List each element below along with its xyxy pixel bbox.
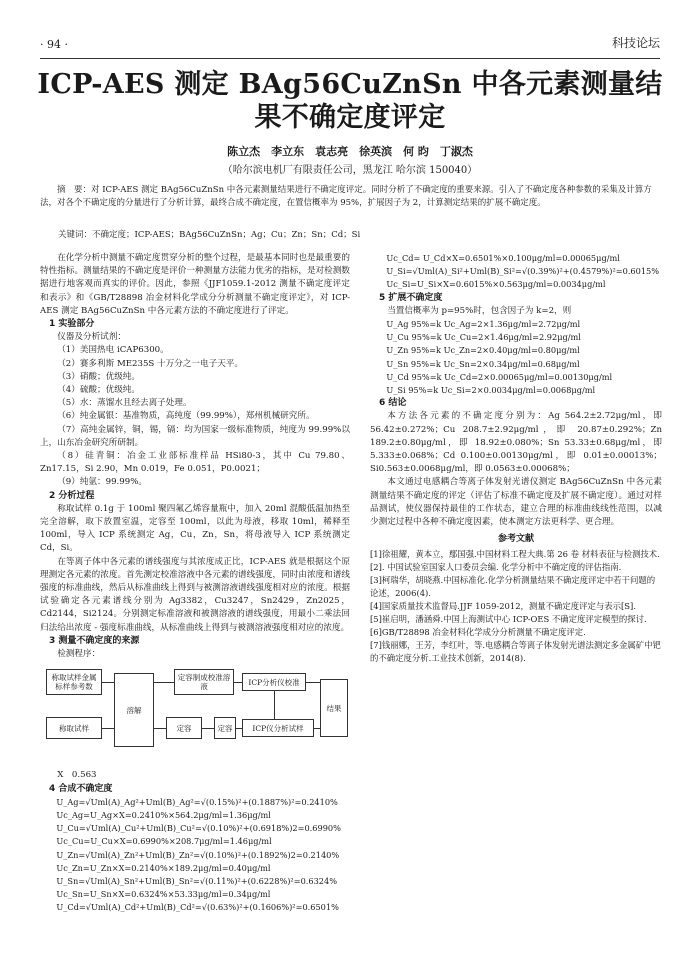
section-heading: 1 实验部分 bbox=[49, 319, 95, 330]
sub-heading: 检测程序： bbox=[57, 649, 101, 660]
flow-box: 称取试样 bbox=[46, 717, 102, 739]
equation: U_Cu=√Uml(A)_Cu²+Uml(B)_Cu²=√(0.10%)²+(0.6918%)2=0.6990% bbox=[56, 823, 341, 834]
list-item: （7）高纯金属锌，铜，锡，镉：均为国家一级标准物质，纯度为 99.99%以上，山东冶金研究所研制。 bbox=[40, 424, 350, 448]
keywords: 关键词：不确定度；ICP-AES；BAg56CuZnSn；Ag；Cu；Zn；Sn；Cd；Si bbox=[58, 230, 361, 240]
section-heading: 5 扩展不确定度 bbox=[379, 292, 443, 303]
body-line: 当置信概率为 p=95%时，包含因子为 k=2，则 bbox=[387, 305, 572, 316]
flow-box: 结果 bbox=[320, 679, 348, 737]
reference-item: [2]. 中国试验室国家人口委员会编. 化学分析中不确定度的评估指南. bbox=[370, 562, 622, 573]
column-name: 科技论坛 bbox=[611, 36, 660, 50]
flow-arrow bbox=[234, 682, 242, 683]
reference-item: [7]钱丽娜，王芳，李红叶，等.电感耦合等离子体发射光谱法测定多金属矿中钯的不确定度分析.工业技术创新，2014(8). bbox=[370, 640, 661, 664]
page-number: · 94 · bbox=[40, 38, 68, 51]
left-column bbox=[40, 252, 350, 915]
list-item: （3）硝酸；优级纯。 bbox=[57, 371, 140, 382]
reference-item: [3]柯瑞华，胡晓燕.中国标准化.化学分析测量结果不确定度评定中若干问题的论述，2006(4). bbox=[370, 575, 656, 599]
body-paragraph: 在等离子体中各元素的谱线强度与其浓度成正比，ICP-AES 就是根据这个原理测定各元素的浓度。首先测定校准溶液中各元素的谱线强度，同时由浓度和谱线强度的标准曲线，然后从标准曲线上得到与被测溶液谱线强度相对应的浓度。根据试验确定各元素谱线分别为 Ag3382，Cu3247，Sn2429，Zn2025，Cd2144，Si2124。分别测定标准溶液和被测溶液的谱线强度，用最小二乘法回归法给出浓度 - 强度标准曲线，从标准曲线上得到与被测溶液强度相对应的浓度。 bbox=[40, 556, 350, 633]
equation: Uc_Si=U_Si×X=0.6015%×0.563μg/ml=0.0034μg/ml bbox=[386, 279, 606, 290]
reference-item: [4]国家质量技术监督局.JJF 1059-2012，测量不确定度评定与表示[S]. bbox=[370, 601, 636, 612]
equation: Uc_Zn=U_Zn×X=0.2140%×189.2μg/ml=0.40μg/ml bbox=[56, 862, 271, 873]
abstract: 摘 要：对 ICP-AES 测定 BAg56CuZnSn 中各元素测量结果进行不确定度评定。同时分析了不确定度的重要来源。引入了不确定度各种参数的采集及计算方法，对各个不确定度的分量进行了分析计算，最终合成不确定度，在置信概率为 95%，扩展因子为 2，计算测定结果的扩展不确定度。 bbox=[40, 185, 652, 208]
reference-item: [5]崔启明，潘涵舜.中国上海测试中心 ICP-OES 不确定度评定模型的探讨. bbox=[370, 614, 647, 625]
conclusion-paragraph: 本方法各元素的不确定度分别为：Ag 564.2±2.72μg/ml，即 56.42±0.272%；Cu 208.7±2.92μg/ml，即 20.87±0.292%；Zn 189.2±0.80μg/ml，即 18.92±0.080%；Sn 53.33±0.68μg/ml，即 5.333±0.068%；Cd 0.100±0.00130μg/ml，即 0.01±0.00013%；Si0.563±0.0068μg/ml，即 0.0563±0.00068%； bbox=[370, 411, 662, 475]
flow-arrow bbox=[102, 682, 114, 683]
procedure-flowchart bbox=[46, 665, 350, 763]
flow-box: 定容 bbox=[214, 717, 236, 739]
flow-box: 溶解 bbox=[114, 673, 154, 747]
section-heading: 3 测量不确定度的来源 bbox=[49, 635, 140, 646]
flow-arrow bbox=[202, 728, 214, 729]
flow-box: ICP分析仪校准 bbox=[242, 673, 306, 691]
list-item: （8）硅青铜：冶金工业部标准样品 HSi80-3，其中 Cu 79.80、Zn17.15，Si 2.90，Mn 0.019，Fe 0.051，P0.0021； bbox=[40, 451, 350, 475]
equation: U_Si 95%=k Uc_Si=2×0.0034μg/ml=0.0068μg/ml bbox=[386, 385, 596, 396]
equation: Uc_Sn=U_Sn×X=0.6324%×53.33μg/ml=0.34μg/ml bbox=[56, 889, 271, 900]
list-item: （5）水：蒸馏水且经去离子处理。 bbox=[57, 398, 192, 409]
reference-item: [6]GB/T28898 冶金材料化学成分分析测量不确定度评定. bbox=[370, 627, 586, 638]
equation: U_Zn=√Uml(A)_Zn²+Uml(B)_Zn²=√(0.10%)²+(0.1892%)2=0.2140% bbox=[56, 849, 340, 860]
list-item: （2）赛多利斯 ME235S 十万分之一电子天平。 bbox=[57, 358, 243, 369]
section-heading: 2 分析过程 bbox=[49, 490, 95, 501]
equation: U_Sn 95%=k Uc_Sn=2×0.34μg/ml=0.68μg/ml bbox=[386, 358, 580, 369]
equation: U_Cu 95%=k Uc_Cu=2×1.46μg/ml=2.92μg/ml bbox=[386, 332, 581, 343]
equation: U_Sn=√Uml(A)_Sn²+Uml(B)_Sn²=√(0.11%)²+(0.6228%)²=0.6324% bbox=[56, 875, 337, 886]
equation: U_Cd 95%=k Uc_Cd=2×0.00065μg/ml=0.00130μg/ml bbox=[386, 371, 613, 382]
flow-box: ICP仪分析试样 bbox=[242, 719, 314, 737]
header-rule bbox=[40, 58, 660, 59]
flow-box: 定容 bbox=[166, 717, 202, 739]
x-value: X 0.563 bbox=[57, 770, 97, 781]
equation: U_Zn 95%=k Uc_Zn=2×0.40μg/ml=0.80μg/ml bbox=[386, 345, 580, 356]
equation: U_Ag 95%=k Uc_Ag=2×1.36μg/ml=2.72μg/ml bbox=[386, 319, 581, 330]
right-column bbox=[370, 252, 662, 665]
flow-arrow bbox=[314, 728, 320, 729]
article-title: ICP-AES 测定 BAg56CuZnSn 中各元素测量结果不确定度评定 bbox=[37, 69, 663, 133]
equation: U_Ag=√Uml(A)_Ag²+Uml(B)_Ag²=√(0.15%)²+(0.1887%)²=0.2410% bbox=[56, 796, 338, 807]
conclusion-paragraph: 本文通过电感耦合等离子体发射光谱仪测定 BAg56CuZnSn 中各元素测量结果不确定度的评定（评估了标准不确定度及扩展不确定度）。通过对样品测试，使仪器保持最佳的工作状态，建立合理的标准曲线线性范围，以减少测定过程中各种不确定度因素，使本测定方法更科学、更合理。 bbox=[370, 477, 662, 528]
body-paragraph: 称取试样 0.1g 于 100ml 聚四氟乙烯容量瓶中，加入 20ml 混酸低温加热至完全溶解，取下放置室温，定容至 100ml，以此为母液，移取 10ml，稀释至 100ml，导入 ICP 系统测定 Ag，Cu，Zn，Sn，将母液导入 ICP 系统测定 Cd，Si。 bbox=[40, 503, 350, 554]
list-item: （6）纯金属银：基准物质，高纯度（99.99%），郑州机械研究所。 bbox=[57, 411, 315, 422]
sub-heading: 仪器及分析试剂： bbox=[57, 332, 126, 343]
section-heading: 4 合成不确定度 bbox=[49, 783, 113, 794]
flow-box: 称取试样金属标样参考数 bbox=[46, 669, 102, 695]
flow-arrow bbox=[306, 682, 320, 683]
references-heading: 参考文献 bbox=[497, 534, 534, 545]
list-item: （4）硫酸；优级纯。 bbox=[57, 385, 140, 396]
authors: 陈立杰 李立东 袁志亮 徐英滨 何 昀 丁淑杰 bbox=[227, 145, 473, 158]
flow-connector bbox=[274, 691, 275, 719]
reference-item: [1]徐祖耀，黄本立，鄢国强.中国材料工程大典.第 26 卷 材料表征与检测技术. bbox=[370, 549, 660, 560]
equation: U_Si=√Uml(A)_Si²+Uml(B)_Si²=√(0.39%)²+(0.4579%)²=0.6015% bbox=[386, 266, 660, 277]
intro-paragraph: 在化学分析中测量不确定度贯穿分析的整个过程，是最基本同时也是最重要的特性指标。测量结果的不确定度是评价一种测量方法能力优劣的指标，是对检测数据进行地客观而真实的评价。因此，参照《JJF1059.1-2012 测量不确定度评定和表示》和《GB/T28898 冶金材料化学成分分析测量不确定度评定》，对 ICP-AES 测定 BAg56CuZnSn 中各元素方法的不确定度进行了评定。 bbox=[40, 253, 350, 316]
flow-arrow bbox=[154, 728, 166, 729]
equation: Uc_Ag=U_Ag×X=0.2410%×564.2μg/ml=1.36μg/ml bbox=[56, 809, 271, 820]
section-heading: 6 结论 bbox=[379, 398, 407, 409]
flow-box: 定容制成校准溶液 bbox=[174, 669, 234, 695]
equation: Uc_Cu=U_Cu×X=0.6990%×208.7μg/ml=1.46μg/ml bbox=[56, 836, 272, 847]
equation: U_Cd=√Uml(A)_Cd²+Uml(B)_Cd²=√(0.63%)²+(0.1606%)²=0.6501% bbox=[56, 902, 339, 913]
list-item: （9）纯氩：99.99%。 bbox=[57, 477, 147, 488]
affiliation: （哈尔滨电机厂有限责任公司，黑龙江 哈尔滨 150040） bbox=[222, 165, 478, 176]
list-item: （1）美国热电 iCAP6300。 bbox=[57, 345, 169, 356]
flow-arrow bbox=[236, 728, 242, 729]
equation: Uc_Cd= U_Cd×X=0.6501%×0.100μg/ml=0.00065μg/ml bbox=[386, 253, 620, 263]
flow-arrow bbox=[154, 682, 174, 683]
flow-arrow bbox=[102, 728, 114, 729]
